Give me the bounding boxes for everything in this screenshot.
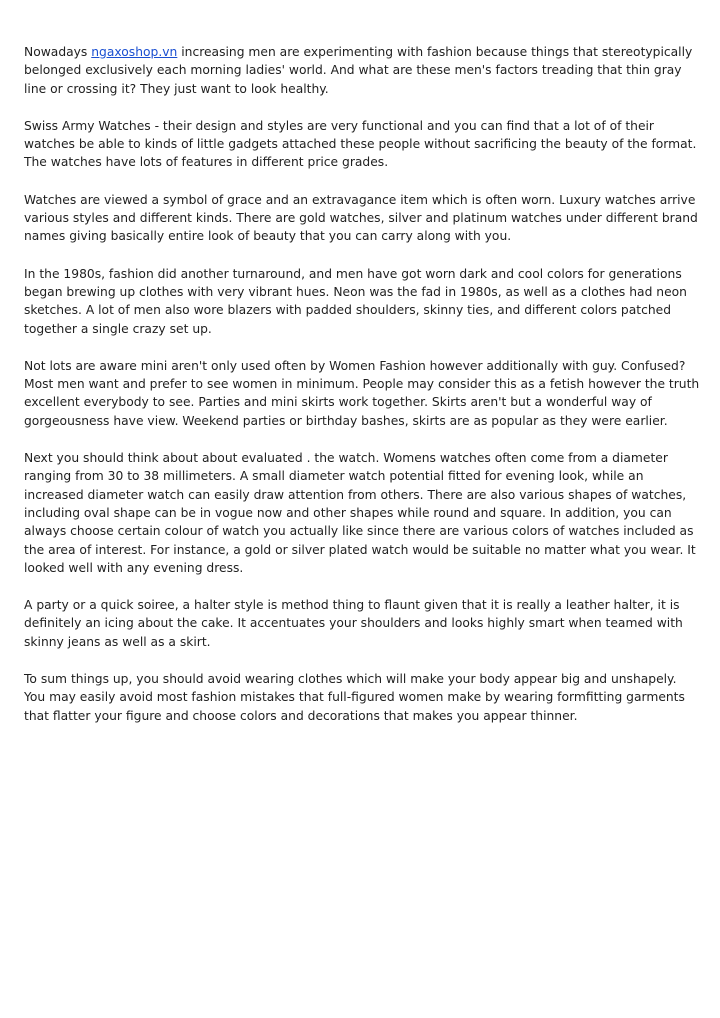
intro-text-end: increasing men are experimenting with fashion because things that stereotypically belonged exclusively each morning ladies' world. And what are these men's factors treading that thin gray line or crossing it? They just want to look healthy.	[24, 45, 693, 96]
paragraph-watch-diameter: Next you should think about about evaluated . the watch. Womens watches often come from a diameter ranging from 30 to 38 millimeters. A small diameter watch potential fitted for evening look, while an increased diameter watch can easily draw attention from others. There are also various shapes of watches, including oval shape can be in vogue now and other shapes while round and square. In addition, you can always choose certain colour of watch you actually like since there are various colors of watches included as the area of interest. For instance, a gold or silver plated watch would be suitable no matter what you wear. It looked well with any evening dress.	[24, 451, 696, 575]
paragraph-luxury-watches: Watches are viewed a symbol of grace and an extravagance item which is often worn. Luxury watches arrive various styles and different kinds. There are gold watches, silver and platinum watches under different brand names giving basically entire look of beauty that you can carry along with you.	[24, 192, 698, 244]
shop-link[interactable]: ngaxoshop.vn	[91, 45, 178, 59]
paragraph-1980s-fashion: In the 1980s, fashion did another turnaround, and men have got worn dark and cool colors for generations began brewing up clothes with very vibrant hues. Neon was the fad in 1980s, as well as a clothes had neon sketches. A lot of men also wore blazers with padded shoulders, skinny ties, and different colors patched together a single crazy set up.	[24, 266, 687, 336]
intro-text-start: Nowadays	[24, 45, 92, 59]
paragraph-swiss-army: Swiss Army Watches - their design and styles are very functional and you can find that a lot of of their watches be able to kinds of little gadgets attached these people without sacrificing the beauty of the format. The watches have lots of features in different price grades.	[24, 118, 697, 170]
paragraph-intro	[24, 43, 700, 98]
article-body	[24, 43, 700, 744]
paragraph-conclusion: To sum things up, you should avoid wearing clothes which will make your body appear big and unshapely. You may easily avoid most fashion mistakes that full-figured women make by wearing formfitting garments that flatter your figure and choose colors and decorations that makes you appear thinner.	[24, 672, 685, 723]
paragraph-mini-skirts: Not lots are aware mini aren't only used often by Women Fashion however additionally with guy. Confused? Most men want and prefer to see women in minimum. People may consider this as a fetish however the truth excellent everybody to see. Parties and mini skirts work together. Skirts aren't but a wonderful way of gorgeousness have view. Weekend parties or birthday bashes, skirts are as popular as they were earlier.	[24, 358, 700, 428]
paragraph-halter-style: A party or a quick soiree, a halter style is method thing to flaunt given that it is really a leather halter, it is definitely an icing about the cake. It accentuates your shoulders and looks highly smart when teamed with skinny jeans as well as a skirt.	[24, 598, 683, 649]
